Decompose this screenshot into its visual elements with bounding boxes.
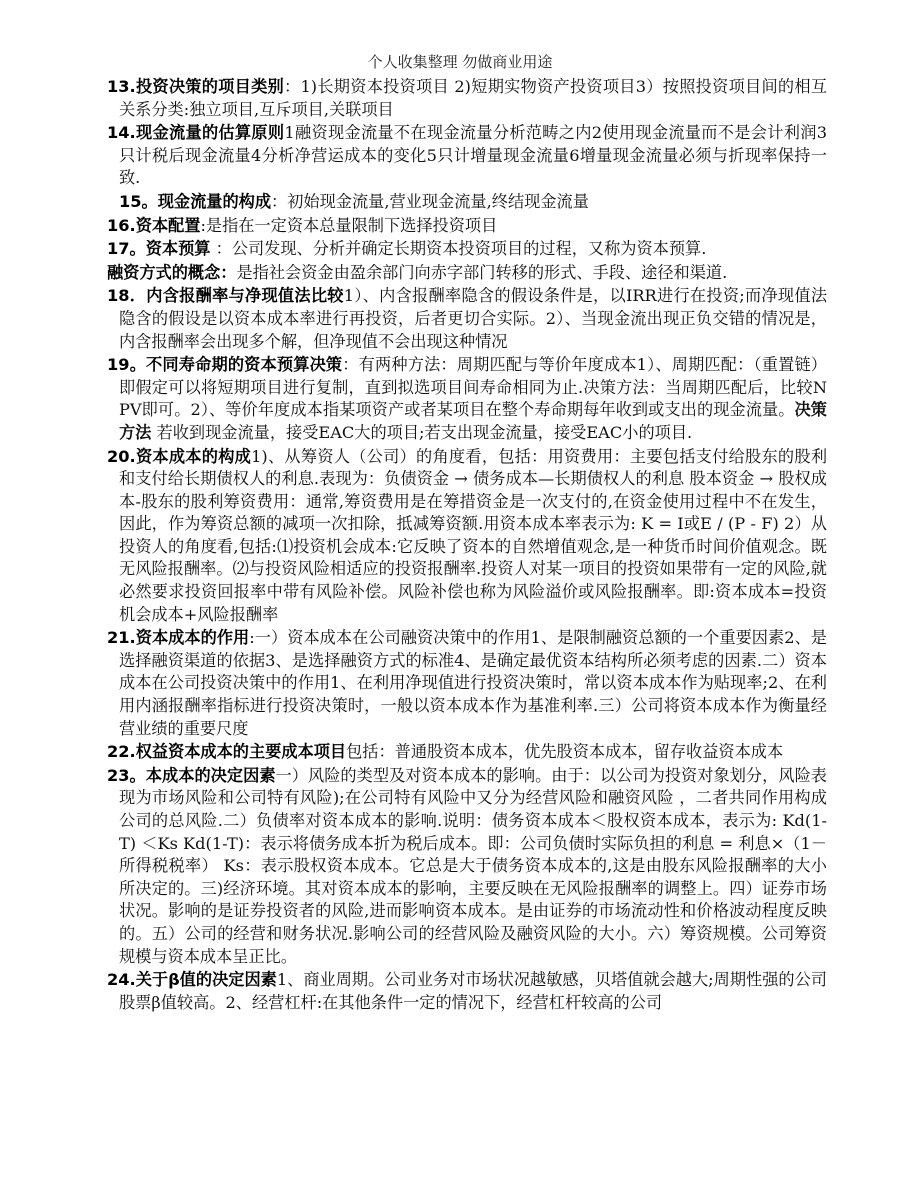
item-heading: 资本配置 [135,215,201,235]
item-number: 17。 [107,239,146,259]
item-heading: 现金流量的构成 [157,191,272,211]
item-financing-concept [107,262,827,285]
item-24 [107,969,827,1014]
item-heading: 不同寿命期的资本预算决策 [146,355,343,375]
item-number: 18． [107,286,147,306]
item-text: 是指社会资金由盈余部门向赤字部门转移的形式、手段、途径和渠道. [236,262,728,282]
item-number: 13. [107,77,136,96]
item-23 [107,765,827,968]
item-text: :一）资本成本在公司融资决策中的作用1、是限制融资总额的一个重要因素2、是选择融资渠道的依据3、是选择融资方式的标准4、是确定最优资本结构所必须考虑的因素.二）资本成本在公司投资决策中的作用1、在利用净现值进行投资决策时，常以资本成本作为贴现率;2、在利用内涵报酬率指标进行投资决策时，一般以资本成本作为基准利率.三）公司将资本成本作为衡量经营业绩的重要尺度 [119,628,827,738]
item-inline-heading: 决策方法 [119,400,827,442]
item-14 [107,122,827,190]
document-body [107,76,827,1015]
item-heading: 资本预算 [145,239,211,259]
item-16 [107,215,827,238]
item-19 [107,354,827,444]
item-15 [107,191,827,214]
item-text: 1）、内含报酬率隐含的假设条件是，以IRR进行在投资;而净现值法隐含的假设是以资本成本率进行再投资，后者更切合实际。2）、当现金流出现正负交错的情况是，内含报酬率会出现多个解，但净现值不会出现这种情况 [119,286,828,351]
item-text: ：初始现金流量,营业现金流量,终结现金流量 [271,191,589,211]
item-number: 23。 [107,765,146,785]
item-21 [107,627,827,740]
item-number: 20. [107,446,136,466]
item-text: ：1)长期资本投资项目 2)短期实物资产投资项目3）按照投资项目间的相互关系分类:独立项目,互斥项目,关联项目 [119,77,828,119]
item-number: 21. [107,628,136,648]
item-text: 包括：普通股资本成本，优先股资本成本，留存收益资本成本 [346,742,784,762]
item-heading: 资本成本的构成 [135,446,252,466]
item-heading: 权益资本成本的主要成本项目 [135,742,347,762]
item-text: ：有两种方法：周期匹配与等价年度成本1）、周期匹配：（重置链）即假定可以将短期项目进行复制，直到拟选项目间寿命相同为止.决策方法：当周期匹配后，比较NPV即可。2）、等价年度成本指某项资产或者某项目在整个寿命期每年收到或支出的现金流量。 [119,355,827,420]
item-heading: 现金流量的估算原则 [135,123,285,143]
item-heading: 关于β值的决定因素 [135,970,277,990]
item-20 [107,446,827,627]
item-text: 1融资现金流量不在现金流量分析范畴之内2使用现金流量而不是会计利润3只计税后现金流量4分析净营运成本的变化5只计增量现金流量6增量现金流量必须与折现率保持一致. [119,123,828,188]
item-text: ：公司发现、分析并确定长期资本投资项目的过程，又称为资本预算. [210,239,707,259]
page-header: 个人收集整理 勿做商业用途 [367,53,553,71]
item-13 [107,76,827,121]
item-heading: 资本成本的作用 [135,628,250,648]
item-heading: 内含报酬率与净现值法比较 [146,286,344,306]
item-text: 1、商业周期。公司业务对市场状况越敏感，贝塔值就会越大;周期性强的公司股票β值较高。2、经营杠杆:在其他条件一定的情况下，经营杠杆较高的公司 [119,970,827,1012]
item-number: 14. [107,123,136,143]
item-number: 19。 [107,355,147,375]
item-text: 一）风险的类型及对资本成本的影响。由于：以公司为投资对象划分，风险表现为市场风险和公司特有风险);在公司特有风险中又分为经营风险和融资风险 ，二者共同作用构成公司的总风险.二）负债率对资本成本的影响.说明：债务资本成本＜股权资本成本，表示为: Kd(1-T) ＜Ks Kd(1-T)：表示将债务成本折为税后成本。即：公司负债时实际负担的利息 = 利息×（1－所得税税率） Ks：表示股权资本成本。它总是大于债务资本成本的,这是由股东风险报酬率的大小所决定的。三)经济环境。其对资本成本的影响，主要反映在无风险报酬率的调整上。四）证券市场状况。影响的是证券投资者的风险,进而影响资本成本。是由证券的市场流动性和价格波动程度反映的。五）公司的经营和财务状况.影响公司的经营风险及融资风险的大小。六）筹资规模。公司筹资规模与资本成本呈正比。 [119,765,827,966]
item-number: 24. [107,970,136,990]
item-heading: 投资决策的项目类别 [135,77,285,96]
item-number: 15。 [119,191,158,211]
item-heading: 本成本的决定因素 [145,765,276,785]
item-18 [107,285,827,353]
item-number: 16. [107,215,136,235]
item-text: :是指在一定资本总量限制下选择投资项目 [200,215,498,235]
item-heading: 融资方式的概念： [107,262,237,282]
item-number: 22. [107,742,136,762]
item-text: 1)、从筹资人（公司）的角度看，包括：用资费用：主要包括支付给股东的股利和支付给长期债权人的利息.表现为：负债资金 → 债务成本—长期债权人的利息 股本资金 → 股权成本-股东的股利筹资费用：通常,筹资费用是在筹措资金是一次支付的,在资金使用过程中不在发生，因此，作为筹资总额的减项一次扣除，抵减筹资额.用资本成本率表示为: K = I或E / (P - F) 2）从投资人的角度看,包括:⑴投资机会成本:它反映了资本的自然增值观念,是一种货币时间价值观念。既无风险报酬率。⑵与投资风险相适应的投资报酬率.投资人对某一项目的投资如果带有一定的风险,就必然要求投资回报率中带有风险补偿。风险补偿也称为风险溢价或风险报酬率。即:资本成本=投资机会成本+风险报酬率 [119,446,828,624]
item-17 [107,238,827,261]
item-22 [107,741,827,764]
item-text-tail: 若收到现金流量，接受EAC大的项目;若支出现金流量，接受EAC小的项目. [151,422,693,442]
